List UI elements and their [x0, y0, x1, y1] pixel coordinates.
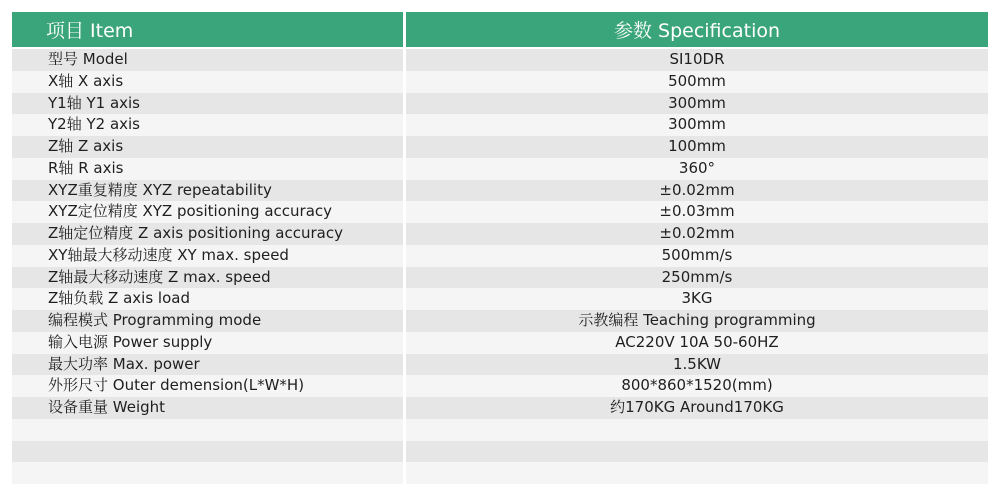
- value-cell: 300mm: [406, 93, 988, 115]
- table-row: [12, 49, 988, 71]
- item-cell: 外形尺寸 Outer demension(L*W*H): [12, 375, 403, 397]
- table-row: [12, 462, 988, 484]
- item-cell: [12, 419, 403, 441]
- table-row: [12, 354, 988, 376]
- item-cell: 最大功率 Max. power: [12, 354, 403, 376]
- table-header: [12, 12, 988, 47]
- table-row: [12, 223, 988, 245]
- value-cell: ±0.03mm: [406, 201, 988, 223]
- item-column-header: 项目 Item: [12, 12, 403, 47]
- table-row: [12, 375, 988, 397]
- table-row: [12, 397, 988, 419]
- value-cell: 100mm: [406, 136, 988, 158]
- table-row: [12, 267, 988, 289]
- value-cell: 500mm/s: [406, 245, 988, 267]
- item-cell: Z轴 Z axis: [12, 136, 403, 158]
- item-cell: Z轴最大移动速度 Z max. speed: [12, 267, 403, 289]
- value-cell: 250mm/s: [406, 267, 988, 289]
- table-row: [12, 180, 988, 202]
- item-cell: 输入电源 Power supply: [12, 332, 403, 354]
- spec-table: [12, 12, 988, 484]
- table-row: [12, 310, 988, 332]
- item-cell: XYZ定位精度 XYZ positioning accuracy: [12, 201, 403, 223]
- table-row: [12, 114, 988, 136]
- table-row: [12, 93, 988, 115]
- item-cell: Z轴负载 Z axis load: [12, 288, 403, 310]
- value-cell: 500mm: [406, 71, 988, 93]
- value-cell: ±0.02mm: [406, 223, 988, 245]
- table-body: [12, 49, 988, 484]
- value-cell: [406, 419, 988, 441]
- value-cell: [406, 462, 988, 484]
- table-row: [12, 419, 988, 441]
- item-cell: 型号 Model: [12, 49, 403, 71]
- value-cell: 800*860*1520(mm): [406, 375, 988, 397]
- item-cell: [12, 441, 403, 463]
- item-cell: XY轴最大移动速度 XY max. speed: [12, 245, 403, 267]
- item-cell: Y1轴 Y1 axis: [12, 93, 403, 115]
- table-row: [12, 288, 988, 310]
- value-cell: 约170KG Around170KG: [406, 397, 988, 419]
- table-row: [12, 71, 988, 93]
- item-cell: XYZ重复精度 XYZ repeatability: [12, 180, 403, 202]
- table-row: [12, 136, 988, 158]
- spec-column-header: 参数 Specification: [406, 12, 988, 47]
- item-cell: 编程模式 Programming mode: [12, 310, 403, 332]
- item-cell: 设备重量 Weight: [12, 397, 403, 419]
- table-row: [12, 441, 988, 463]
- value-cell: 1.5KW: [406, 354, 988, 376]
- item-cell: Z轴定位精度 Z axis positioning accuracy: [12, 223, 403, 245]
- table-row: [12, 245, 988, 267]
- table-row: [12, 201, 988, 223]
- table-row: [12, 332, 988, 354]
- item-cell: Y2轴 Y2 axis: [12, 114, 403, 136]
- table-row: [12, 158, 988, 180]
- item-cell: R轴 R axis: [12, 158, 403, 180]
- value-cell: 360°: [406, 158, 988, 180]
- item-cell: X轴 X axis: [12, 71, 403, 93]
- value-cell: SI10DR: [406, 49, 988, 71]
- value-cell: 300mm: [406, 114, 988, 136]
- value-cell: ±0.02mm: [406, 180, 988, 202]
- value-cell: AC220V 10A 50-60HZ: [406, 332, 988, 354]
- value-cell: 3KG: [406, 288, 988, 310]
- value-cell: 示教编程 Teaching programming: [406, 310, 988, 332]
- item-cell: [12, 462, 403, 484]
- value-cell: [406, 441, 988, 463]
